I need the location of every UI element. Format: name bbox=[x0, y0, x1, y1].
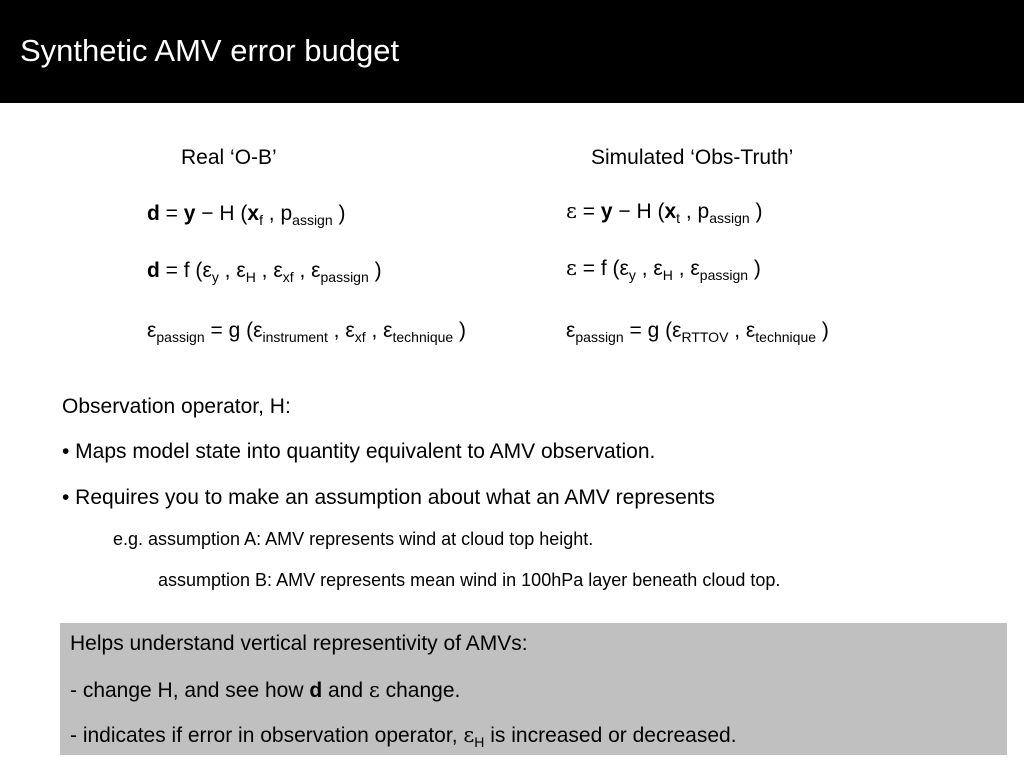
summary-line-3: - indicates if error in observation operator, $\varepsilon_H$ is increased or decreased. bbox=[70, 723, 737, 750]
observation-operator-heading: Observation operator, H: bbox=[62, 395, 291, 418]
title-bar bbox=[0, 0, 1024, 103]
left-equation-1: d = y − H ($x_f$ , $p_{assign}$ ) bbox=[147, 202, 346, 228]
right-equation-2: ε = f ($\varepsilon_y$ , $\varepsilon_H$ , $\varepsilon_{passign}$ ) bbox=[566, 256, 761, 283]
right-equation-1: ε = y − H ($x_t$ , $p_{assign}$ ) bbox=[566, 199, 763, 226]
summary-line-1: Helps understand vertical representivity of AMVs: bbox=[70, 632, 528, 655]
slide-title: Synthetic AMV error budget bbox=[20, 33, 400, 68]
left-equation-2: d = f ($\varepsilon_y$ , $\varepsilon_H$ , $\varepsilon_{xf}$ , $\varepsilon_{passign}$ ) bbox=[147, 259, 382, 285]
example-assumption-a: e.g. assumption A: AMV represents wind at cloud top height. bbox=[113, 529, 594, 549]
bullet-requires-assumption: • Requires you to make an assumption about what an AMV represents bbox=[62, 486, 715, 509]
right-column-heading: Simulated ‘Obs-Truth’ bbox=[591, 146, 794, 169]
left-equation-3: $\varepsilon_{passign} = g$ ($\varepsilon_{instrument}$ , $\varepsilon_{xf}$ , $\varepsilon_{technique}$ ) bbox=[147, 319, 467, 345]
left-column-heading: Real ‘O-B’ bbox=[181, 146, 277, 169]
right-equation-3: $\varepsilon_{passign} = g$ ($\varepsilon_{RTTOV}$ , $\varepsilon_{technique}$ ) bbox=[566, 319, 829, 345]
bullet-maps-model-state: • Maps model state into quantity equivalent to AMV observation. bbox=[62, 440, 656, 463]
example-assumption-b: assumption B: AMV represents mean wind in 100hPa layer beneath cloud top. bbox=[158, 570, 781, 590]
summary-line-2: - change H, and see how d and ε change. bbox=[70, 678, 461, 702]
summary-box bbox=[60, 623, 1007, 755]
